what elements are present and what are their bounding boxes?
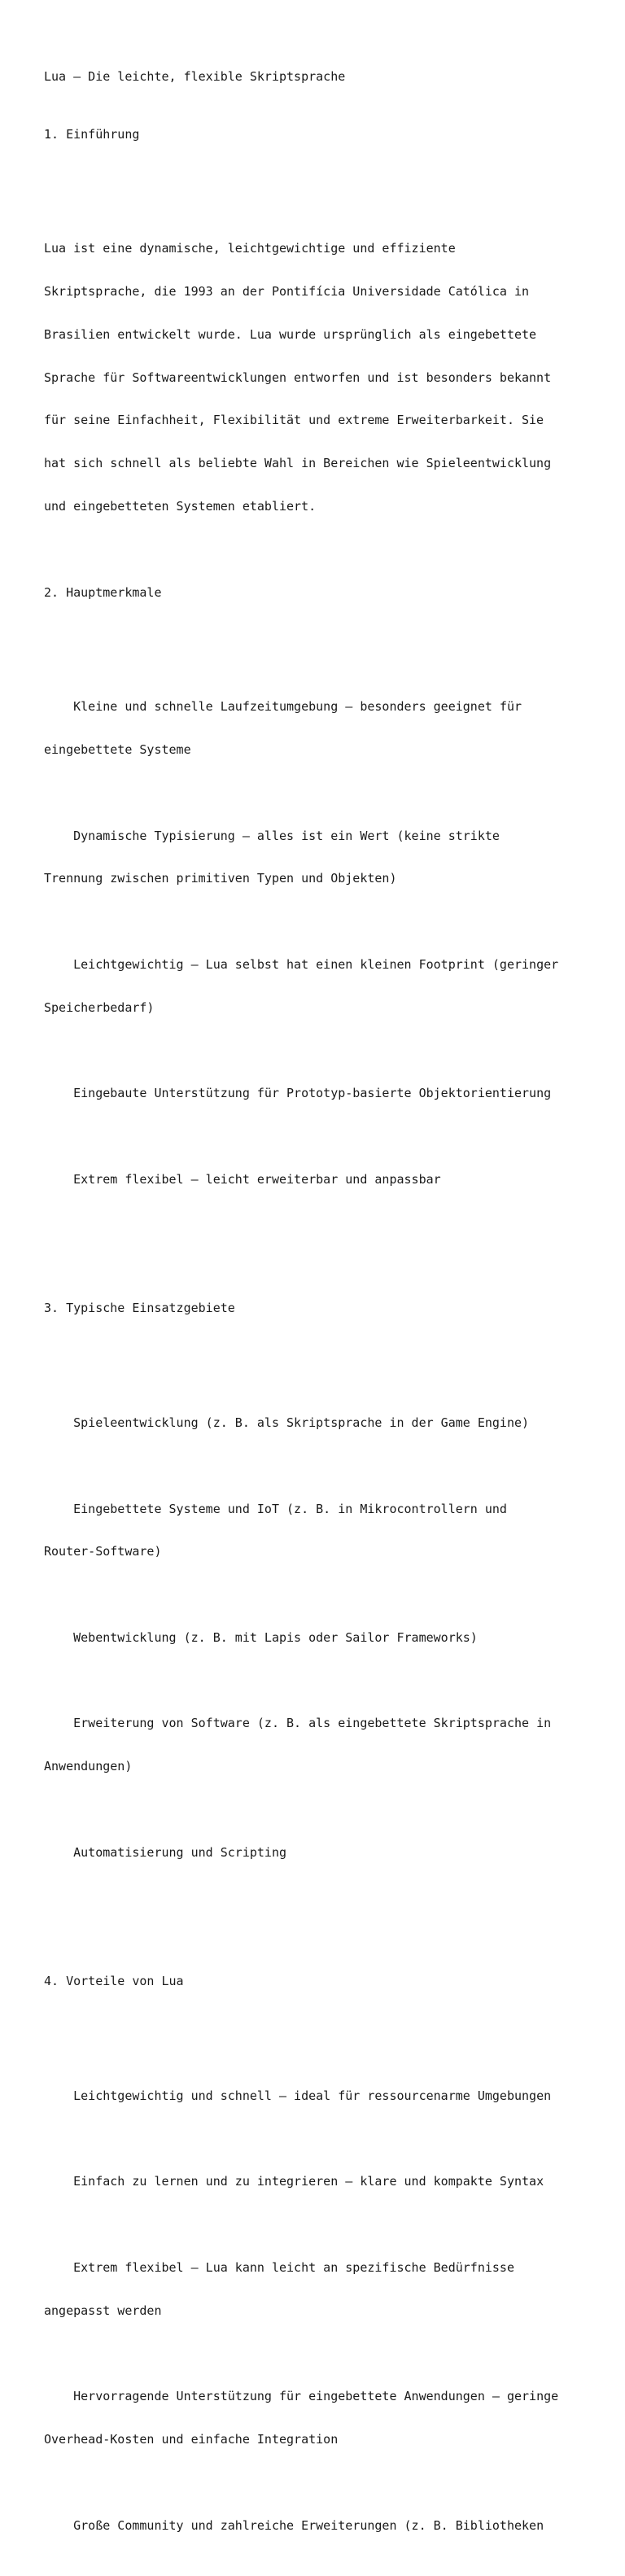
blank-line <box>44 1889 614 1904</box>
blank-line <box>44 1130 614 1144</box>
blank-line <box>44 658 614 672</box>
list-item: Leichtgewichtig – Lua selbst hat einen kleinen Footprint (geringer <box>44 957 559 972</box>
list-item: Spieleentwicklung (z. B. als Skriptsprache in der Game Engine) <box>44 1415 530 1430</box>
list-item: Dynamische Typisierung – alles ist ein Wert (keine strikte <box>44 828 500 843</box>
use-cases-list <box>44 1345 614 1931</box>
paragraph-line: Brasilien entwickelt wurde. Lua wurde ursprünglich als eingebettete <box>44 326 537 342</box>
section-heading-features: 2. Hauptmerkmale <box>44 584 162 600</box>
introduction-paragraph <box>44 213 614 543</box>
list-item: Eingebettete Systeme und IoT (z. B. in Mikrocontrollern und <box>44 1501 507 1516</box>
list-item: Kleine und schnelle Laufzeitumgebung – besonders geeignet für <box>44 699 522 715</box>
list-item: Erweiterung von Software (z. B. als eingebettete Skriptsprache in <box>44 1716 552 1731</box>
blank-line <box>44 1373 614 1388</box>
paragraph-line: Lua ist eine dynamische, leichtgewichtige und effiziente <box>44 241 456 256</box>
paragraph-line: Skriptsprache, die 1993 an der Pontifícia Universidade Católica in <box>44 284 530 300</box>
list-item: Große Community und zahlreiche Erweiterungen (z. B. Bibliotheken <box>44 2517 544 2533</box>
list-item: Webentwicklung (z. B. mit Lapis oder Sailor Frameworks) <box>44 1629 478 1645</box>
list-item: Automatisierung und Scripting <box>44 1844 287 1860</box>
section-heading-use-cases: 3. Typische Einsatzgebiete <box>44 1301 235 1316</box>
paragraph-line: für seine Einfachheit, Flexibilität und extreme Erweiterbarkeit. Sie <box>44 413 544 428</box>
list-item-continuation: eingebettete Systeme <box>44 742 191 758</box>
list-item: Eingebaute Unterstützung für Prototyp-basierte Objektorientierung <box>44 1086 552 1101</box>
list-item-continuation: Router-Software) <box>44 1544 162 1559</box>
list-item: Extrem flexibel – leicht erweiterbar und anpassbar <box>44 1171 441 1187</box>
blank-line <box>44 1588 614 1603</box>
paragraph-line: hat sich schnell als beliebte Wahl in Bereichen wie Spieleentwicklung <box>44 456 552 471</box>
list-item-continuation: Trennung zwischen primitiven Typen und Objekten) <box>44 871 397 886</box>
blank-line <box>44 2476 614 2491</box>
blank-line <box>44 2132 614 2147</box>
list-item: Leichtgewichtig und schnell – ideal für ressourcenarme Umgebungen <box>44 2088 552 2103</box>
blank-line <box>44 1044 614 1059</box>
list-item: Extrem flexibel – Lua kann leicht an spezifische Bedürfnisse <box>44 2260 514 2276</box>
advantages-list <box>44 2018 614 2562</box>
paragraph-line: und eingebetteten Systemen etabliert. <box>44 499 317 514</box>
blank-line <box>44 2046 614 2061</box>
section-heading-introduction: 1. Einführung <box>44 126 140 142</box>
blank-line <box>44 786 614 801</box>
list-item: Hervorragende Unterstützung für eingebettete Anwendungen – geringe <box>44 2389 559 2404</box>
document-title: Lua – Die leichte, flexible Skriptsprache <box>44 69 346 85</box>
blank-line <box>44 2347 614 2362</box>
list-item: Einfach zu lernen und zu integrieren – klare und kompakte Syntax <box>44 2174 544 2189</box>
list-item-continuation: Overhead-Kosten und einfache Integration <box>44 2432 339 2447</box>
list-item-continuation: Speicherbedarf) <box>44 999 155 1015</box>
paragraph-line: Sprache für Softwareentwicklungen entworfen und ist besonders bekannt <box>44 370 552 385</box>
blank-line <box>44 1803 614 1817</box>
blank-line <box>44 1674 614 1689</box>
blank-line <box>44 915 614 929</box>
section-heading-advantages: 4. Vorteile von Lua <box>44 1974 184 1989</box>
document-body <box>44 42 614 2576</box>
list-item-continuation: angepasst werden <box>44 2303 162 2318</box>
blank-line <box>44 170 614 185</box>
list-item-continuation: Anwendungen) <box>44 1759 133 1774</box>
blank-line <box>44 1459 614 1474</box>
blank-line <box>44 2218 614 2233</box>
features-list <box>44 628 614 1258</box>
blank-line <box>44 1216 614 1231</box>
